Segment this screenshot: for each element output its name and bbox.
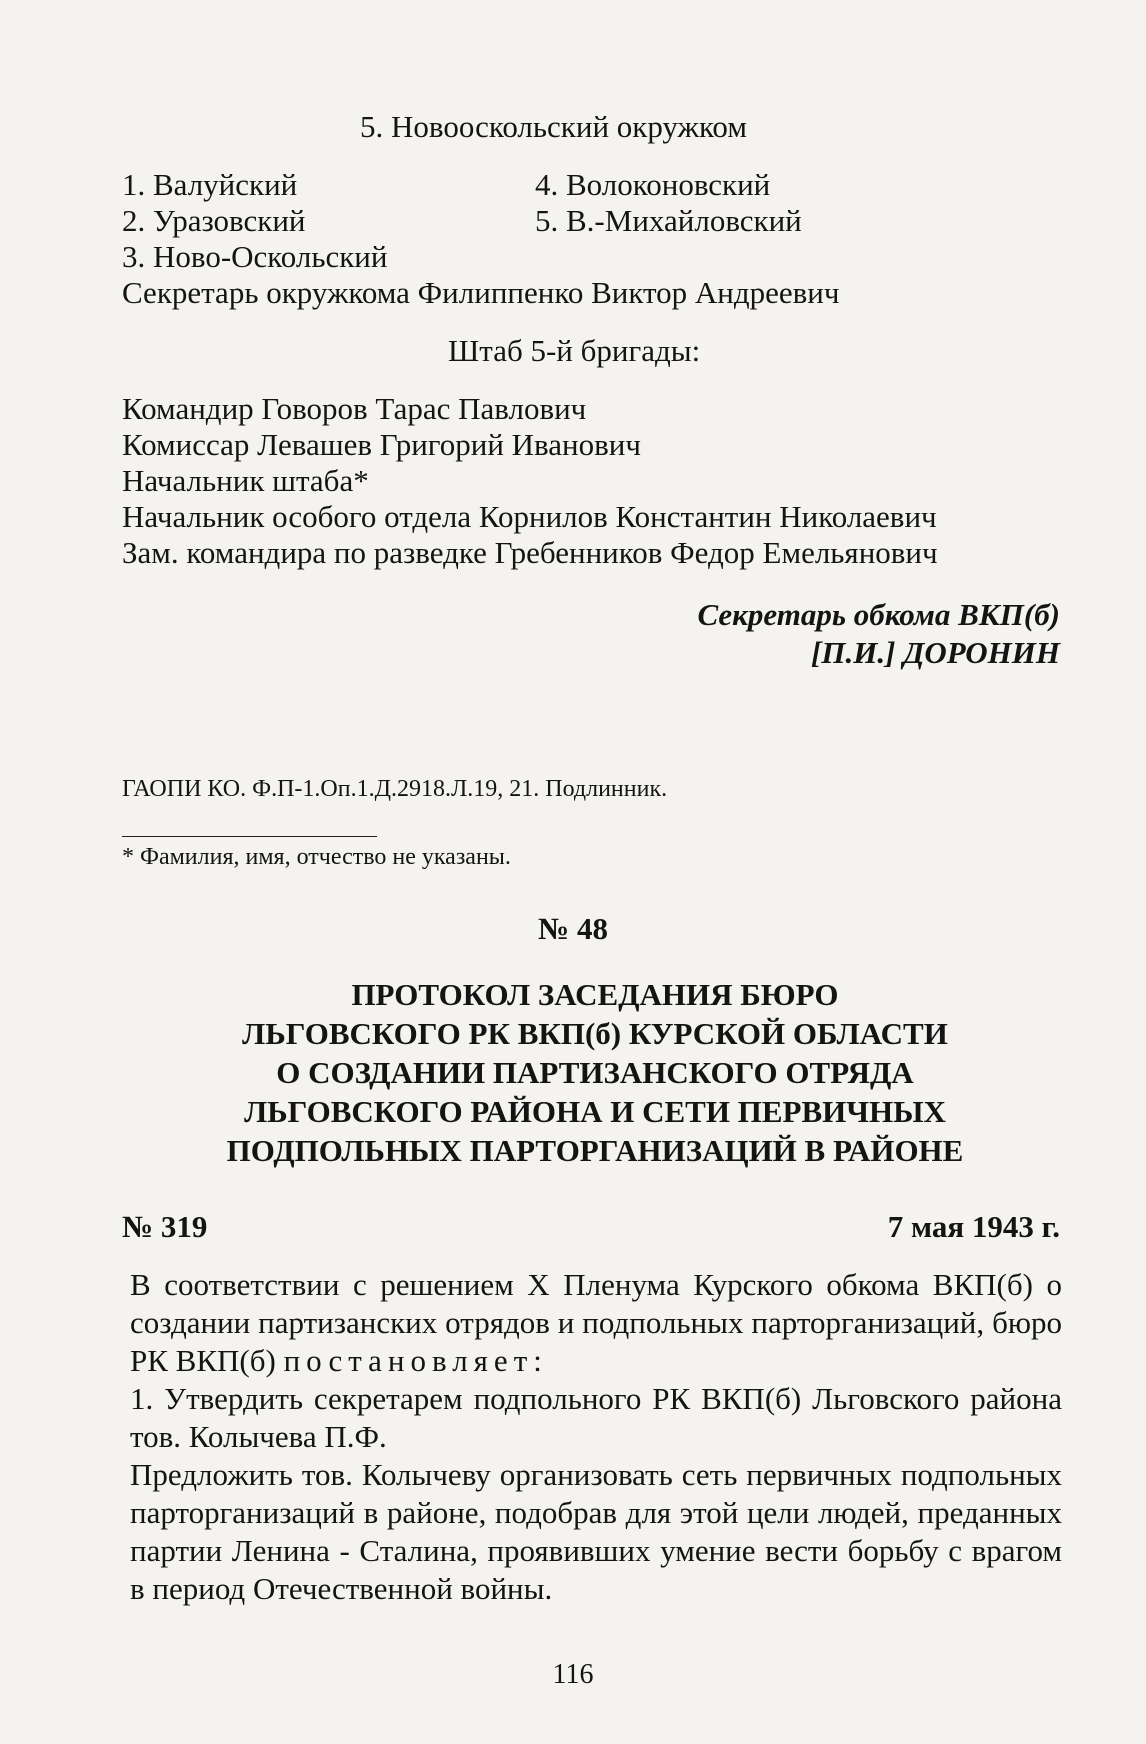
title-line: ПОДПОЛЬНЫХ ПАРТОРГАНИЗАЦИЙ В РАЙОНЕ xyxy=(226,1133,964,1168)
brigade-member: Зам. командира по разведке Гребенников Федор Емельянович xyxy=(122,535,938,570)
title-line: О СОЗДАНИИ ПАРТИЗАНСКОГО ОТРЯДА xyxy=(276,1055,914,1090)
brigade-member: Комиссар Левашев Григорий Иванович xyxy=(122,427,641,462)
signature-title: Секретарь обкома ВКП(б) xyxy=(697,597,1060,632)
page-number: 116 xyxy=(552,1659,594,1690)
title-line: ПРОТОКОЛ ЗАСЕДАНИЯ БЮРО xyxy=(351,977,839,1012)
title-line: ЛЬГОВСКОГО РАЙОНА И СЕТИ ПЕРВИЧНЫХ xyxy=(244,1094,946,1129)
brigade-member: Командир Говоров Тарас Павлович xyxy=(122,391,587,426)
district-item: 4. Волоконовский xyxy=(535,167,771,202)
district-item: 3. Ново-Оскольский xyxy=(122,239,388,274)
document-title xyxy=(130,975,1060,1170)
intro-text: В соответствии с решением X Пленума Курского обкома ВКП(б) о создании партизанских отрядов и подпольных парторганизаций, бюро РК ВКП(б) xyxy=(130,1267,1062,1378)
district-item: 5. В.-Михайловский xyxy=(535,203,802,238)
document-number: № 48 xyxy=(538,911,608,946)
signature-name: [П.И.] ДОРОНИН xyxy=(811,635,1060,670)
intro-paragraph xyxy=(130,1266,1062,1380)
protocol-number: № 319 xyxy=(122,1209,208,1244)
resolution-word: постановляет: xyxy=(283,1343,548,1378)
title-line: ЛЬГОВСКОГО РК ВКП(б) КУРСКОЙ ОБЛАСТИ xyxy=(242,1016,948,1051)
district-item: 2. Уразовский xyxy=(122,203,306,238)
okruzhkom-heading: 5. Новооскольский окружком xyxy=(360,109,747,144)
archive-reference: ГАОПИ КО. Ф.П-1.Оп.1.Д.2918.Л.19, 21. Подлинник. xyxy=(122,776,668,802)
footnote-divider xyxy=(122,836,377,837)
footnote: * Фамилия, имя, отчество не указаны. xyxy=(122,844,511,870)
brigade-member: Начальник штаба* xyxy=(122,463,369,498)
brigade-member: Начальник особого отдела Корнилов Константин Николаевич xyxy=(122,499,937,534)
protocol-date: 7 мая 1943 г. xyxy=(887,1209,1060,1244)
brigade-heading: Штаб 5-й бригады: xyxy=(448,333,701,368)
resolution-item-2: Предложить тов. Колычеву организовать сеть первичных подпольных парторганизаций в районе, подобрав для этой цели людей, преданных партии Ленина - Сталина, проявивших умение вести борьбу с врагом в период Отечественной войны. xyxy=(130,1457,1062,1606)
okruzhkom-secretary: Секретарь окружкома Филиппенко Виктор Андреевич xyxy=(122,275,840,310)
resolution-item-1: 1. Утвердить секретарем подпольного РК ВКП(б) Льговского района тов. Колычева П.Ф. xyxy=(130,1381,1062,1454)
district-item: 1. Валуйский xyxy=(122,167,298,202)
